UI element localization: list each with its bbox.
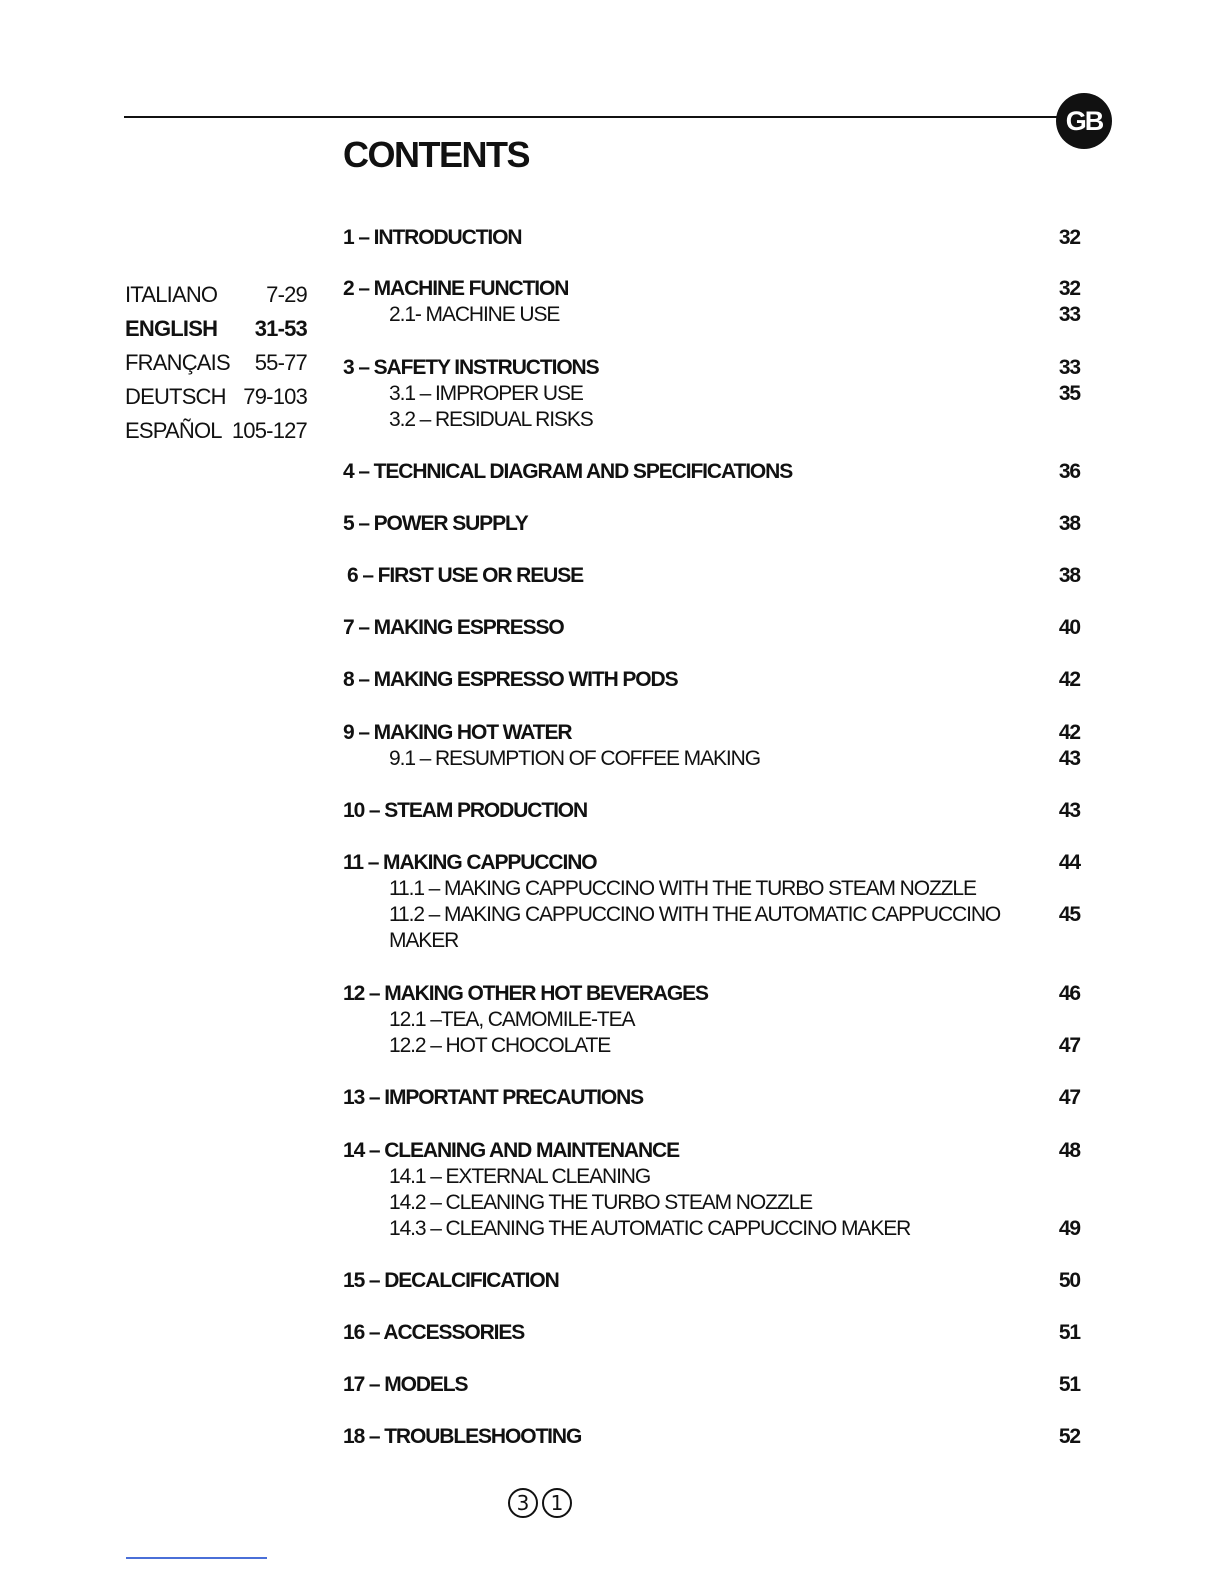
toc-entry[interactable] [343, 615, 1080, 641]
toc-label: 1 – INTRODUCTION [343, 226, 522, 249]
toc-subentry-continuation [343, 928, 1080, 954]
page-number-digit: 1 [542, 1488, 572, 1518]
toc-entry[interactable] [343, 1320, 1080, 1346]
toc-label: 11.2 – MAKING CAPPUCCINO WITH THE AUTOMATIC CAPPUCCINO [389, 903, 1001, 926]
toc-subentry[interactable] [343, 876, 1080, 902]
toc-label: 3.1 – IMPROPER USE [389, 382, 583, 405]
toc-entry[interactable] [343, 1085, 1080, 1111]
language-pages: 105-127 [231, 418, 307, 443]
toc-page: 51 [1058, 1321, 1080, 1344]
toc-label: 9.1 – RESUMPTION OF COFFEE MAKING [389, 747, 760, 770]
toc-label: 9 – MAKING HOT WATER [343, 721, 572, 744]
toc-page: 48 [1058, 1139, 1080, 1162]
toc-entry[interactable] [343, 1372, 1080, 1398]
toc-label: 3.2 – RESIDUAL RISKS [389, 408, 593, 431]
toc-page: 52 [1058, 1425, 1080, 1448]
toc-page [1040, 1190, 1080, 1216]
toc-label: 8 – MAKING ESPRESSO WITH PODS [343, 668, 678, 691]
language-name: DEUTSCH [125, 384, 226, 409]
toc-page: 32 [1058, 277, 1080, 300]
toc-subentry[interactable] [343, 746, 1080, 772]
language-name: ITALIANO [125, 282, 218, 307]
language-pages: 79-103 [243, 384, 307, 409]
language-pages: 55-77 [254, 350, 307, 375]
toc-subentry[interactable] [343, 1164, 1080, 1190]
toc-label: 12.1 –TEA, CAMOMILE-TEA [389, 1008, 635, 1031]
toc-entry[interactable] [343, 981, 1080, 1007]
toc-label: 14 – CLEANING AND MAINTENANCE [343, 1139, 680, 1162]
toc-page: 33 [1058, 356, 1080, 379]
toc-subentry[interactable] [343, 1190, 1080, 1216]
toc-page: 43 [1058, 747, 1080, 770]
language-name: ENGLISH [125, 316, 218, 341]
toc-label: 3 – SAFETY INSTRUCTIONS [343, 356, 599, 379]
language-pages: 7-29 [266, 282, 307, 307]
toc-page [1040, 1007, 1080, 1033]
toc-label: 16 – ACCESSORIES [343, 1321, 525, 1344]
footer-accent-line [126, 1557, 267, 1559]
toc-page [1040, 928, 1080, 954]
toc-entry[interactable] [343, 667, 1080, 693]
toc-page: 36 [1058, 460, 1080, 483]
toc-entry[interactable] [343, 1138, 1080, 1164]
toc-page: 38 [1058, 564, 1080, 587]
toc-page [1040, 1164, 1080, 1190]
toc-page: 42 [1058, 668, 1080, 691]
language-name: FRANÇAIS [125, 350, 230, 375]
language-badge: GB [1056, 93, 1112, 149]
toc-entry[interactable] [343, 1424, 1080, 1450]
language-pages: 31-53 [254, 316, 307, 341]
toc-page: 51 [1058, 1373, 1080, 1396]
toc-page: 49 [1058, 1217, 1080, 1240]
toc-page: 33 [1058, 303, 1080, 326]
toc-subentry[interactable] [343, 902, 1080, 928]
toc-label: 18 – TROUBLESHOOTING [343, 1425, 582, 1448]
toc-page: 46 [1058, 982, 1080, 1005]
toc-page: 38 [1058, 512, 1080, 535]
page-number-digit: 3 [508, 1488, 538, 1518]
toc-subentry[interactable] [343, 1216, 1080, 1242]
toc-page: 45 [1058, 903, 1080, 926]
toc-subentry[interactable] [343, 407, 1080, 433]
toc-label: 15 – DECALCIFICATION [343, 1269, 559, 1292]
toc-page: 47 [1058, 1034, 1080, 1057]
page-title: CONTENTS [343, 134, 529, 175]
toc-entry[interactable] [343, 459, 1080, 485]
toc-entry[interactable] [343, 563, 1080, 589]
toc-label: 12.2 – HOT CHOCOLATE [389, 1034, 611, 1057]
toc-label: 12 – MAKING OTHER HOT BEVERAGES [343, 982, 708, 1005]
toc-entry[interactable] [343, 511, 1080, 537]
toc-subentry[interactable] [343, 1033, 1080, 1059]
toc-entry[interactable] [343, 355, 1080, 381]
toc-page: 40 [1058, 616, 1080, 639]
toc-label: 2.1- MACHINE USE [389, 303, 560, 326]
toc-label: 5 – POWER SUPPLY [343, 512, 528, 535]
toc-page: 47 [1058, 1086, 1080, 1109]
toc-label: 17 – MODELS [343, 1373, 468, 1396]
toc-page: 50 [1058, 1269, 1080, 1292]
toc-label: 14.3 – CLEANING THE AUTOMATIC CAPPUCCINO MAKER [389, 1217, 911, 1240]
toc-page: 44 [1058, 851, 1080, 874]
toc-entry[interactable] [343, 1268, 1080, 1294]
toc-label: MAKER [389, 929, 459, 952]
toc-page: 42 [1058, 721, 1080, 744]
language-name: ESPAÑOL [125, 418, 222, 443]
toc-entry[interactable] [343, 276, 1080, 302]
toc-subentry[interactable] [343, 1007, 1080, 1033]
toc-label: 2 – MACHINE FUNCTION [343, 277, 569, 300]
toc-label: 11 – MAKING CAPPUCCINO [343, 851, 597, 874]
toc-label: 6 – FIRST USE OR REUSE [347, 564, 584, 587]
toc-entry[interactable] [343, 720, 1080, 746]
toc-label: 13 – IMPORTANT PRECAUTIONS [343, 1086, 644, 1109]
toc-label: 11.1 – MAKING CAPPUCCINO WITH THE TURBO STEAM NOZZLE [389, 877, 976, 900]
toc-page: 35 [1058, 382, 1080, 405]
toc-label: 10 – STEAM PRODUCTION [343, 799, 588, 822]
toc-subentry[interactable] [343, 302, 1080, 328]
toc-page [1040, 876, 1080, 902]
toc-label: 4 – TECHNICAL DIAGRAM AND SPECIFICATIONS [343, 460, 793, 483]
page-number [508, 1488, 572, 1518]
toc-entry[interactable] [343, 798, 1080, 824]
toc-page: 43 [1058, 799, 1080, 822]
toc-label: 14.2 – CLEANING THE TURBO STEAM NOZZLE [389, 1191, 813, 1214]
toc-label: 14.1 – EXTERNAL CLEANING [389, 1165, 651, 1188]
toc-page: 32 [1058, 226, 1080, 249]
toc-entry[interactable] [343, 225, 1080, 251]
toc-label: 7 – MAKING ESPRESSO [343, 616, 564, 639]
toc-page [1040, 407, 1080, 433]
toc-entry[interactable] [343, 850, 1080, 876]
toc-subentry[interactable] [343, 381, 1080, 407]
